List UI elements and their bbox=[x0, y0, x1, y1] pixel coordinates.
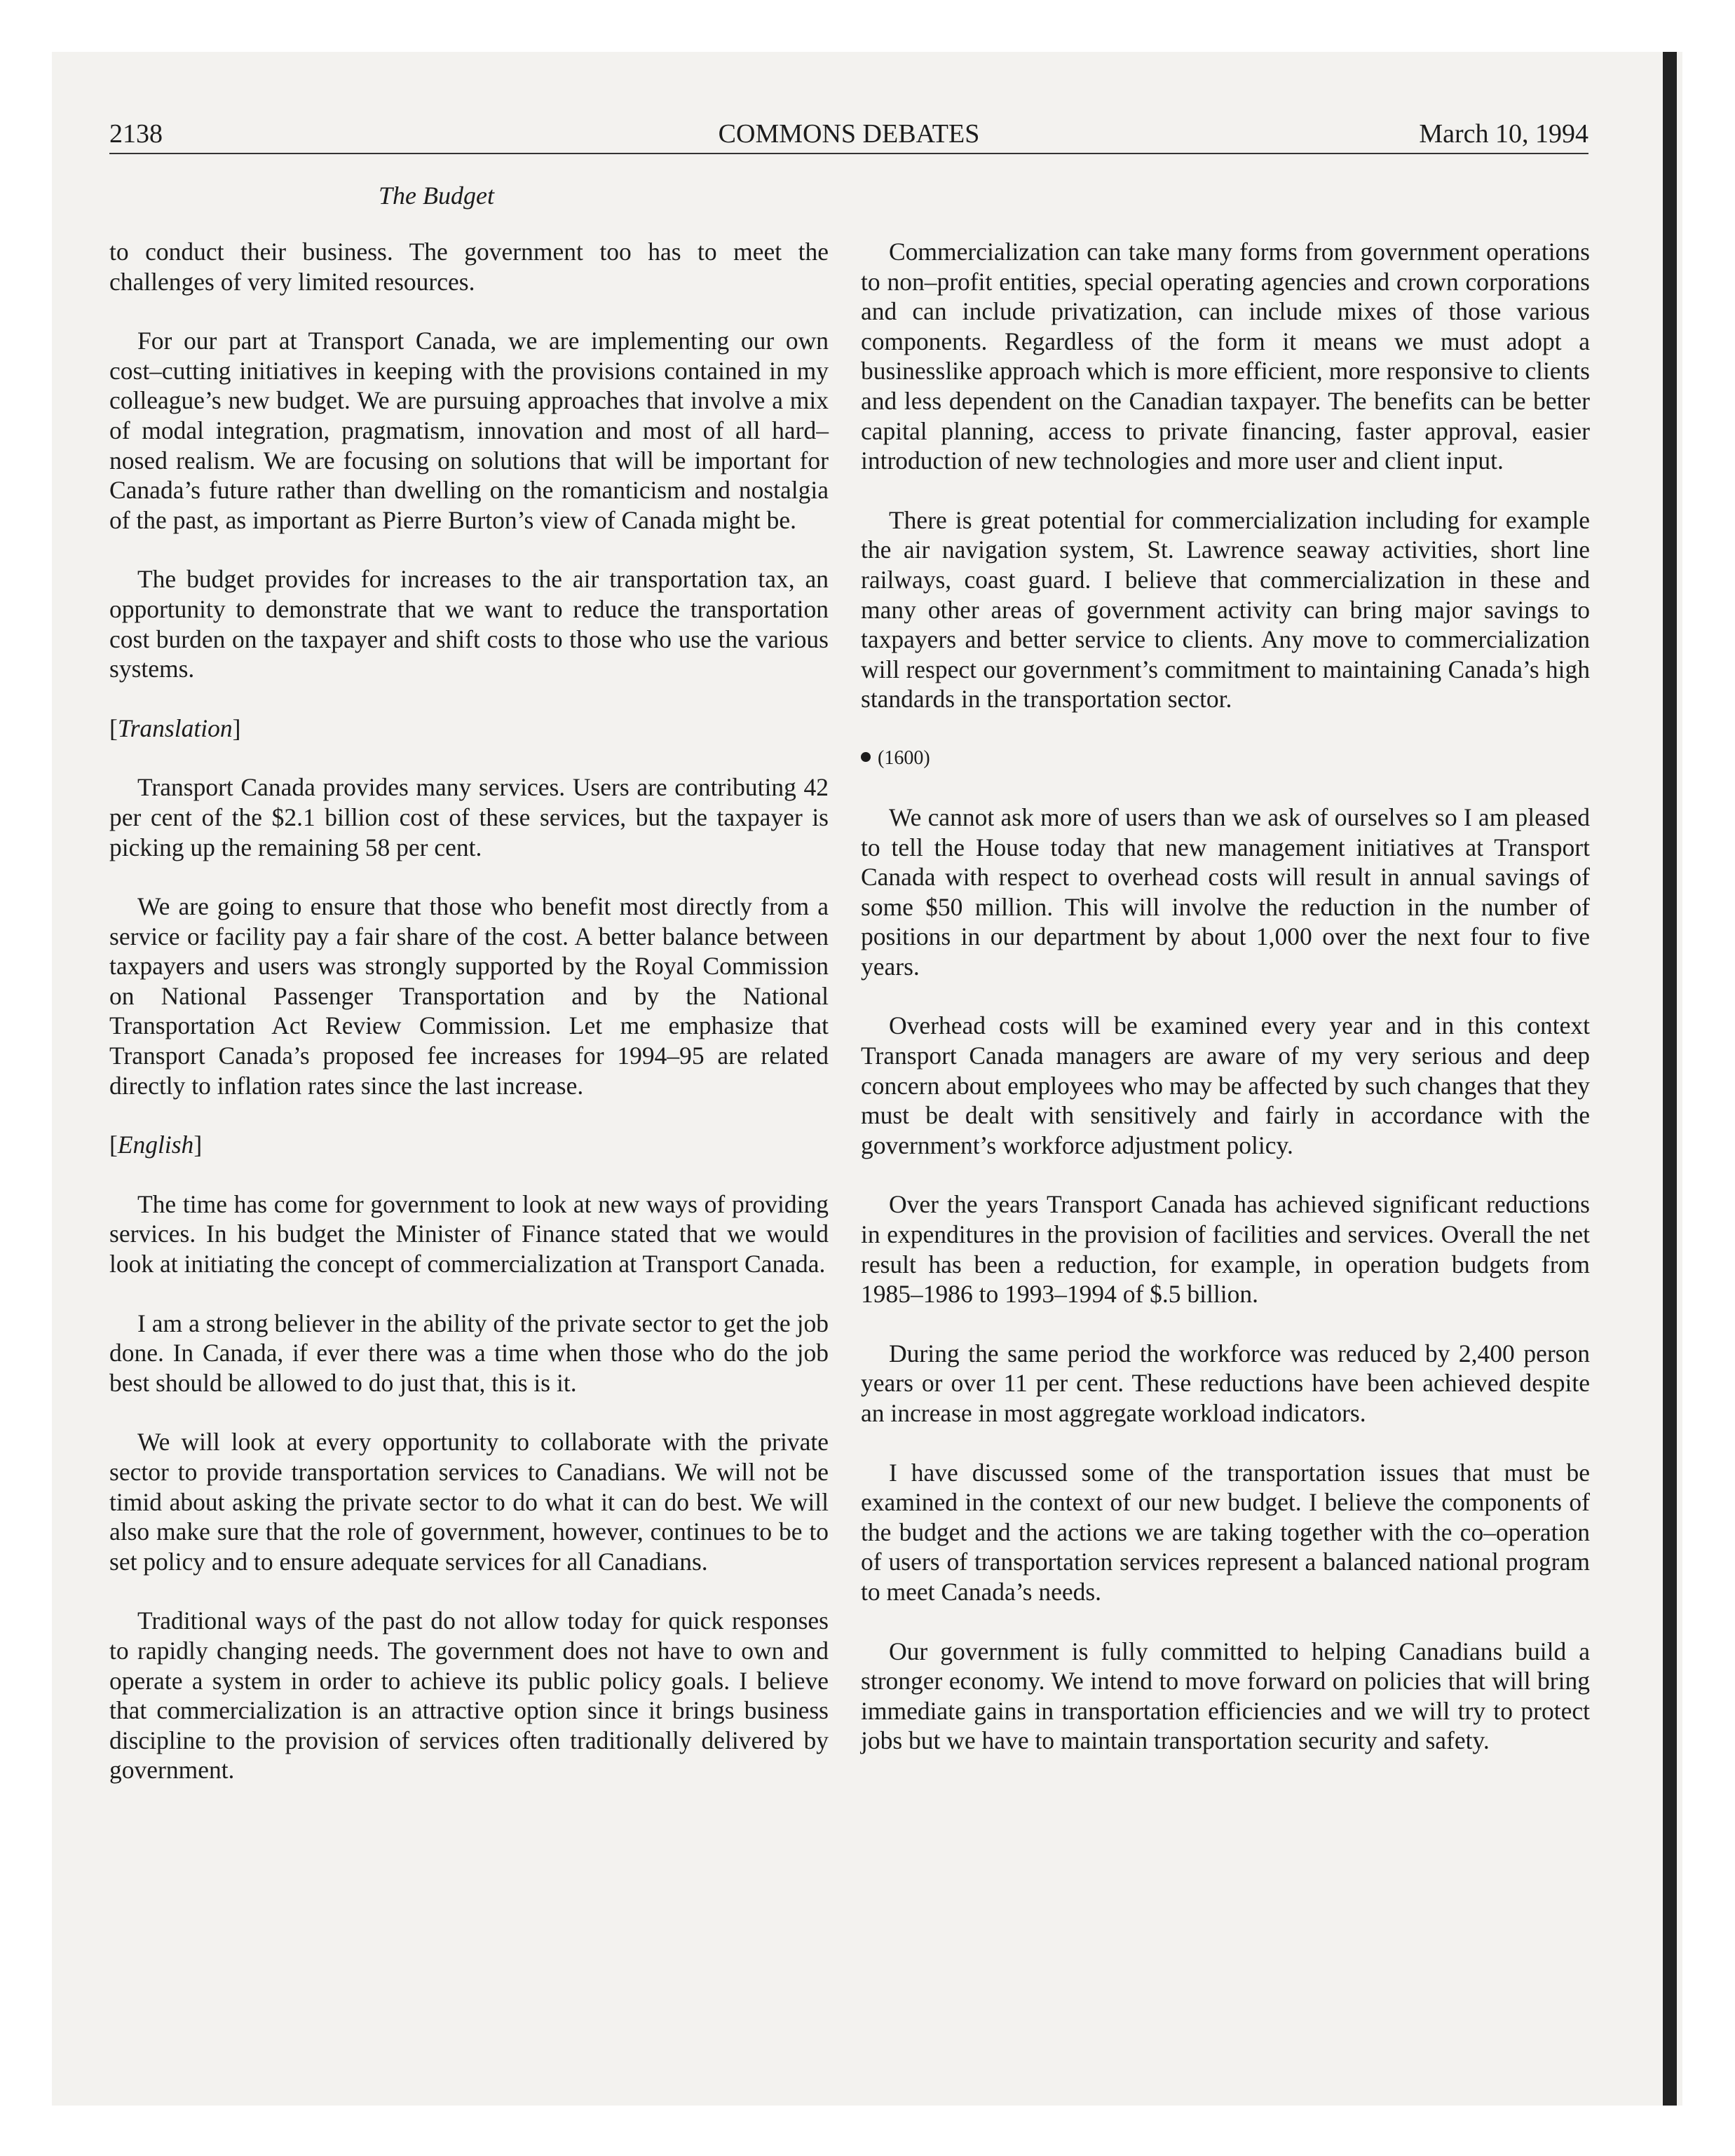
paragraph: Transport Canada provides many services. Users are contributing 42 per cent of the $2.1 billion cost of these services, but the taxpayer is picking up the remaining 58 per cent. bbox=[109, 773, 829, 861]
paragraph: I am a strong believer in the ability of the private sector to get the job done. In Canada, if ever there was a time when those who do the job best should be allowed to do just that, this is it. bbox=[109, 1309, 829, 1397]
paragraph: The time has come for government to look at new ways of providing services. In his budget the Minister of Finance stated that we would look at initiating the concept of commercialization at Transport Canada. bbox=[109, 1189, 829, 1278]
right-column bbox=[861, 237, 1590, 1785]
paragraph: Overhead costs will be examined every year and in this context Transport Canada managers are aware of my very serious and deep concern about employees who may be affected by such changes that they must be dealt with sensitively and fairly in accordance with the government’s workforce adjustment policy. bbox=[861, 1011, 1590, 1159]
publication-date: March 10, 1994 bbox=[1419, 119, 1588, 149]
left-column bbox=[109, 237, 829, 1815]
header-rule bbox=[109, 153, 1588, 154]
time-marker bbox=[861, 744, 1590, 773]
paragraph: Over the years Transport Canada has achieved significant reductions in expenditures in the provision of facilities and services. Overall the net result has been a reduction, for example, in operation budgets from 1985–1986 to 1993–1994 of $.5 billion. bbox=[861, 1190, 1590, 1309]
paragraph: There is great potential for commercialization including for example the air navigation system, St. Lawrence seaway activities, short line railways, coast guard. I believe that commercialization in these and many other areas of government activity can bring major savings to taxpayers and better service to clients. Any move to commercialization will respect our government’s commitment to maintaining Canada’s high standards in the transportation sector. bbox=[861, 505, 1590, 714]
paragraph: We are going to ensure that those who benefit most directly from a service or facility pay a fair share of the cost. A better balance between taxpayers and users was strongly supported by the Royal Commission on National Passenger Transportation and by the National Transportation Act Review Commission. Let me emphasize that Transport Canada’s proposed fee increases for 1994–95 are related directly to inflation rates since the last increase. bbox=[109, 892, 829, 1100]
time-marker-label: (1600) bbox=[878, 746, 930, 769]
bullet-icon bbox=[861, 752, 871, 762]
paragraph: Commercialization can take many forms from government operations to non–profit entities, special operating agencies and crown corporations and can include privatization, can include mixes of those various components. Regardless of the form it means we must adopt a businesslike approach which is more efficient, more responsive to clients and less dependent on the Canadian taxpayer. The benefits can be better capital planning, access to private financing, faster approval, easier introduction of new technologies and more user and client input. bbox=[861, 238, 1590, 475]
paragraph: During the same period the workforce was reduced by 2,400 person years or over 11 per cent. These reductions have been achieved despite an increase in most aggregate workload indicators. bbox=[861, 1339, 1590, 1427]
paragraph: Traditional ways of the past do not allow today for quick responses to rapidly changing needs. The government does not have to own and operate a system in order to achieve its public policy goals. I believe that commercialization is an attractive option since it brings business discipline to the provision of services often traditionally delivered by government. bbox=[109, 1606, 829, 1785]
page-header bbox=[109, 114, 1588, 154]
scan-edge-bar bbox=[1663, 52, 1677, 2106]
page-number: 2138 bbox=[109, 119, 163, 149]
language-tag-translation: [Translation] bbox=[109, 714, 241, 742]
paragraph: We cannot ask more of users than we ask of ourselves so I am pleased to tell the House today that new management initiatives at Transport Canada with respect to overhead costs will result in annual savings of some $50 million. This will involve the reduction in the number of positions in our department by about 1,000 over the next four to five years. bbox=[861, 803, 1590, 981]
paragraph: The budget provides for increases to the air transportation tax, an opportunity to demonstrate that we want to reduce the transportation cost burden on the taxpayer and shift costs to those who use the various systems. bbox=[109, 565, 829, 683]
language-tag-english: [English] bbox=[109, 1131, 203, 1159]
paragraph: Our government is fully committed to helping Canadians build a stronger economy. We intend to move forward on policies that will bring immediate gains in transportation efficiencies and we will try to protect jobs but we have to maintain transportation security and safety. bbox=[861, 1637, 1590, 1755]
paragraph: We will look at every opportunity to collaborate with the private sector to provide transportation services to Canadians. We will not be timid about asking the private sector to do what it can do best. We will also make sure that the role of government, however, continues to be to set policy and to ensure adequate services for all Canadians. bbox=[109, 1428, 829, 1576]
publication-title: COMMONS DEBATES bbox=[718, 119, 980, 149]
paragraph: to conduct their business. The government too has to meet the challenges of very limited resources. bbox=[109, 238, 829, 296]
section-title: The Budget bbox=[379, 182, 494, 210]
paragraph: For our part at Transport Canada, we are implementing our own cost–cutting initiatives in keeping with the provisions contained in my colleague’s new budget. We are pursuing approaches that involve a mix of modal integration, pragmatism, innovation and most of all hard–nosed realism. We are focusing on solutions that will be important for Canada’s future rather than dwelling on the romanticism and nostalgia of the past, as important as Pierre Burton’s view of Canada might be. bbox=[109, 327, 829, 534]
paragraph: I have discussed some of the transportation issues that must be examined in the context of our new budget. I believe the components of the budget and the actions we are taking together with the co–operation of users of transportation services represent a balanced national program to meet Canada’s needs. bbox=[861, 1458, 1590, 1606]
language-tag-label: Translation bbox=[117, 714, 233, 742]
language-tag-label: English bbox=[117, 1131, 194, 1159]
